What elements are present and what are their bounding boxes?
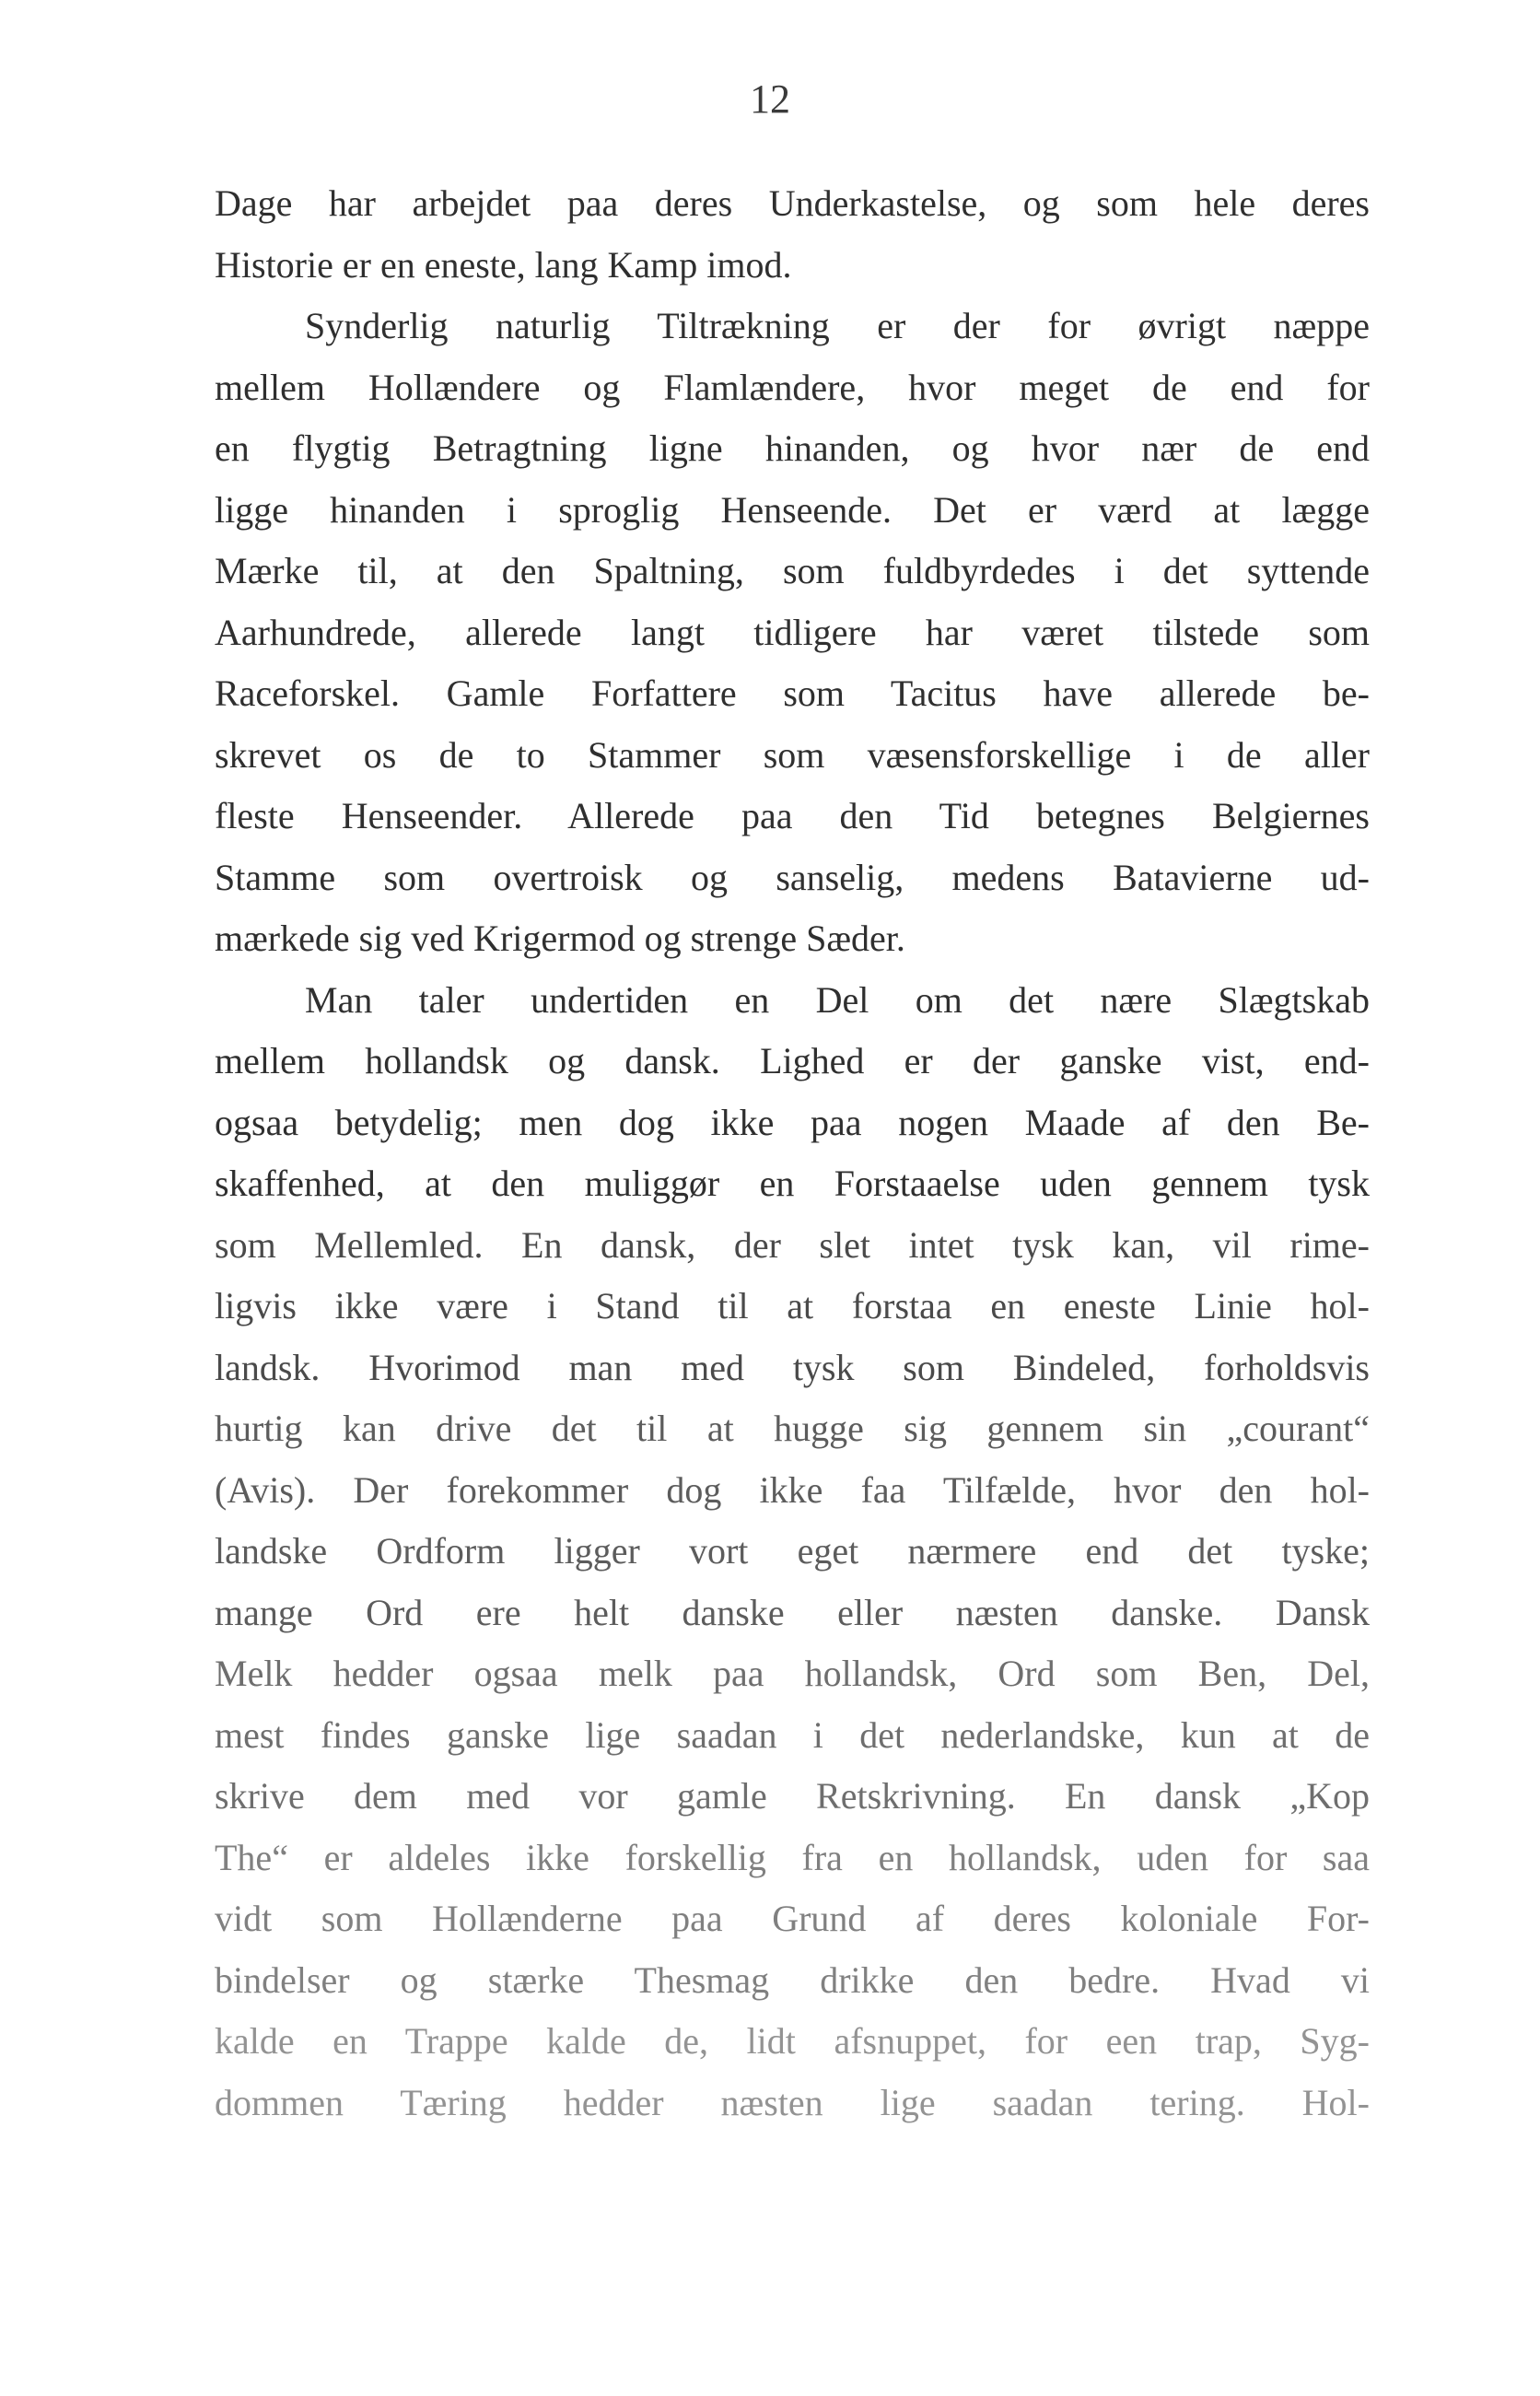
text-line: mange Ord ere helt danske eller næsten danske. Dansk: [215, 1591, 1370, 1633]
text-line: en flygtig Betragtning ligne hinanden, og hvor nær de end: [215, 427, 1370, 469]
text-line: mellem Hollændere og Flamlændere, hvor meget de end for: [215, 366, 1370, 408]
text-line: skrive dem med vor gamle Retskrivning. En dansk „Kop: [215, 1775, 1370, 1817]
body-text: [215, 173, 1370, 2133]
text-line: landske Ordform ligger vort eget nærmere end det tyske;: [215, 1530, 1370, 1572]
text-line: (Avis). Der forekommer dog ikke faa Tilfælde, hvor den hol-: [215, 1468, 1370, 1511]
text-line: ligge hinanden i sproglig Henseende. Det er værd at lægge: [215, 488, 1370, 531]
text-line: Aarhundrede, allerede langt tidligere har været tilstede som: [215, 611, 1370, 653]
text-line: bindelser og stærke Thesmag drikke den bedre. Hvad vi: [215, 1958, 1370, 2001]
text-line: ogsaa betydelig; men dog ikke paa nogen Maade af den Be-: [215, 1101, 1370, 1143]
text-line: fleste Henseender. Allerede paa den Tid betegnes Belgiernes: [215, 795, 1370, 836]
text-line: vidt som Hollænderne paa Grund af deres koloniale For-: [215, 1898, 1370, 1939]
text-line: Mærke til, at den Spaltning, som fuldbyrdedes i det syttende: [215, 550, 1370, 591]
text-line: Raceforskel. Gamle Forfattere som Tacitus have allerede be-: [215, 672, 1370, 714]
text-line: mellem hollandsk og dansk. Lighed er der ganske vist, end-: [215, 1040, 1370, 1081]
text-line: mærkede sig ved Krigermod og strenge Sæder.: [215, 917, 905, 959]
text-line: Synderlig naturlig Tiltrækning er der for øvrigt næppe: [305, 305, 1370, 346]
text-line: kalde en Trappe kalde de, lidt afsnuppet, for een trap, Syg-: [215, 2020, 1370, 2062]
text-line: Man taler undertiden en Del om det nære Slægtskab: [305, 978, 1370, 1021]
text-line: skaffenhed, at den muliggør en Forstaaelse uden gennem tysk: [215, 1163, 1370, 1204]
text-line: dommen Tæring hedder næsten lige saadan tering. Hol-: [215, 2081, 1370, 2123]
text-line: The“ er aldeles ikke forskellig fra en hollandsk, uden for saa: [215, 1836, 1370, 1878]
text-line: som Mellemled. En dansk, der slet intet tysk kan, vil rime-: [215, 1223, 1370, 1266]
text-line: Historie er en eneste, lang Kamp imod.: [215, 243, 792, 286]
text-line: landsk. Hvorimod man med tysk som Bindeled, forholdsvis: [215, 1346, 1370, 1388]
text-line: hurtig kan drive det til at hugge sig gennem sin „courant“: [215, 1408, 1370, 1449]
text-line: mest findes ganske lige saadan i det nederlandske, kun at de: [215, 1713, 1370, 1756]
text-line: Stamme som overtroisk og sanselig, medens Batavierne ud-: [215, 856, 1370, 898]
text-line: skrevet os de to Stammer som væsensforskellige i de aller: [215, 733, 1370, 776]
page-number: 12: [750, 76, 790, 122]
text-line: Dage har arbejdet paa deres Underkastelse, og som hele deres: [215, 182, 1370, 224]
text-line: ligvis ikke være i Stand til at forstaa en eneste Linie hol-: [215, 1285, 1370, 1327]
text-line: Melk hedder ogsaa melk paa hollandsk, Ord som Ben, Del,: [215, 1653, 1370, 1694]
